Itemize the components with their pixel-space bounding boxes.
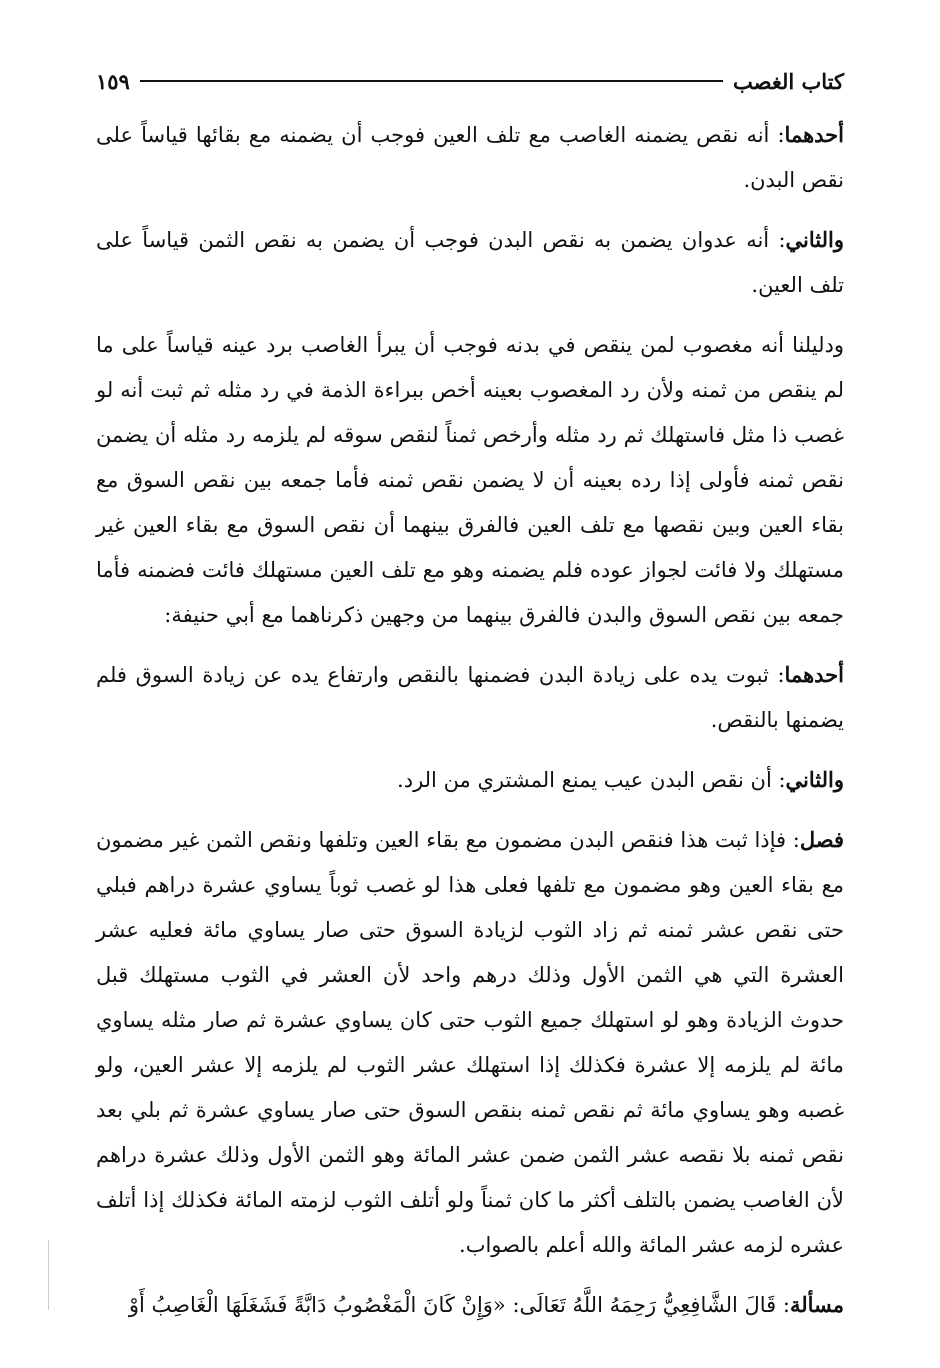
paragraph-lead: أحدهما xyxy=(784,662,844,687)
paragraph-text: : ثبوت يده على زيادة البدن فضمنها بالنقص وارتفاع يده عن زيادة السوق فلم يضمنها بالنقص. xyxy=(96,663,844,732)
margin-mark xyxy=(48,1240,49,1310)
paragraph-1 xyxy=(96,112,844,203)
paragraph-7 xyxy=(96,1282,844,1328)
paragraph-text: : أنه نقص يضمنه الغاصب مع تلف العين فوجب أن يضمنه مع بقائها قياساً على نقص البدن. xyxy=(96,123,844,192)
paragraph-text: ودليلنا أنه مغصوب لمن ينقص في بدنه فوجب أن يبرأ الغاصب برد عينه قياساً على ما لم ينقص من ثمنه ولأن رد المغصوب بعينه أخص ببراءة الذمة في رد مثله ثم ثبت أنه لو غصب ذا مثل فاستهلك ثم رد مثله وأرخص ثمناً لنقص سوقه لم يلزمه رد مثله أن يضمن نقص ثمنه فأولى إذا رده بعينه أن لا يضمن نقص ثمنه فأما جمعه بين نقص السوق مع بقاء العين وبين نقصها مع تلف العين فالفرق بينهما أن نقص السوق مع بقاء العين غير مستهلك ولا فائت لجواز عوده فلم يضمنه وهو مع تلف العين مستهلك فائت فضمنه فأما جمعه بين نقص السوق والبدن فالفرق بينهما من وجهين ذكرناهما مع أبي حنيفة: xyxy=(96,333,844,627)
page-number: ١٥٩ xyxy=(96,68,130,94)
page-body xyxy=(96,112,844,1342)
running-header xyxy=(96,66,844,96)
header-rule xyxy=(140,80,723,82)
paragraph-6 xyxy=(96,817,844,1268)
issue-heading: مسألة xyxy=(789,1292,844,1317)
paragraph-text: : أنه عدوان يضمن به نقص البدن فوجب أن يضمن به نقص الثمن قياساً على تلف العين. xyxy=(96,228,844,297)
paragraph-4 xyxy=(96,652,844,743)
paragraph-lead: والثاني xyxy=(785,767,844,792)
paragraph-lead: والثاني xyxy=(785,227,844,252)
paragraph-text: : فإذا ثبت هذا فنقص البدن مضمون مع بقاء العين وتلفها ونقص الثمن غير مضمون مع بقاء العين وهو مضمون مع تلفها فعلى هذا لو غصب ثوباً يساوي عشرة دراهم فبلي حتى نقص عشر ثمنه ثم زاد الثوب لزيادة السوق حتى صار يساوي مائة فعليه عشر العشرة التي هي الثمن الأول وذلك درهم واحد لأن العشر في الثوب مستهلك قبل حدوث الزيادة وهو لو استهلك جميع الثوب حتى كان يساوي عشرة ثم صار مثله يساوي مائة لم يلزمه إلا عشرة فكذلك إذا استهلك عشر الثوب لم يلزمه إلا عشر العين، ولو غصبه وهو يساوي مائة ثم نقص ثمنه بنقص السوق حتى صار يساوي عشرة ثم بلي بعد نقص ثمنه بلا نقصه عشر الثمن ضمن عشر المائة وهو الثمن الأول وذلك عشرة دراهم لأن الغاصب يضمن بالتلف أكثر ما كان ثمناً ولو أتلف الثوب لزمته المائة فكذلك إذا أتلف عشره لزمه عشر المائة والله أعلم بالصواب. xyxy=(96,828,844,1257)
section-heading: فصل xyxy=(799,827,844,852)
paragraph-2 xyxy=(96,217,844,308)
paragraph-5 xyxy=(96,757,844,803)
chapter-title: كتاب الغصب xyxy=(732,68,844,94)
paragraph-text: : أن نقص البدن عيب يمنع المشتري من الرد. xyxy=(397,768,786,792)
paragraph-lead: أحدهما xyxy=(784,122,844,147)
paragraph-text: : قَالَ الشَّافِعِيُّ رَحِمَهُ اللَّهُ تَعَالَى: «وَإِنْ كَانَ الْمَغْصُوبُ دَابَّةً فَشَغَلَهَا الْغَاصِبُ أَوْ xyxy=(128,1293,790,1317)
paragraph-3 xyxy=(96,322,844,638)
